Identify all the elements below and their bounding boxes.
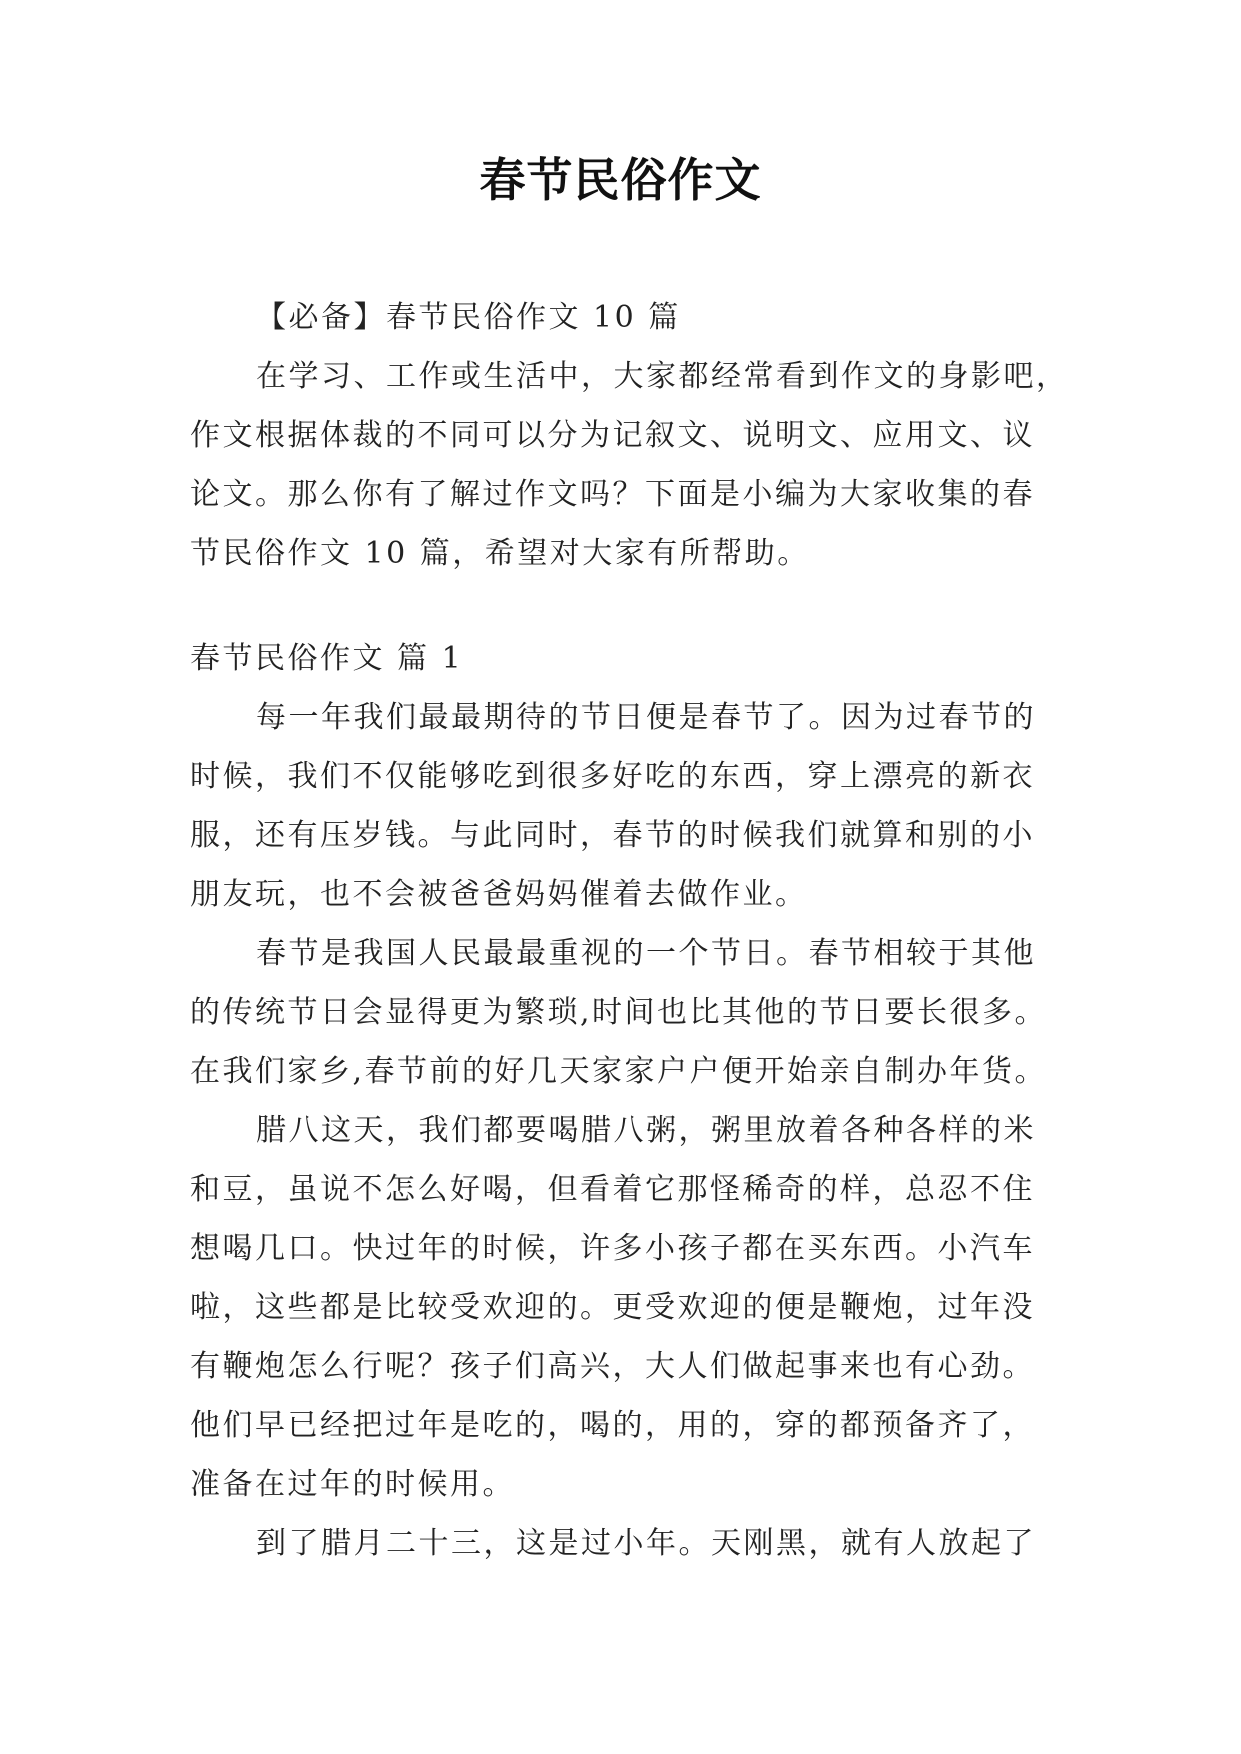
paragraph-line: 时候，我们不仅能够吃到很多好吃的东西，穿上漂亮的新衣	[190, 759, 1035, 794]
paragraph-line: 到了腊月二十三，这是过小年。天刚黑，就有人放起了	[256, 1526, 1036, 1561]
section-spacer	[190, 583, 1070, 629]
paragraph-line: 节民俗作文 10 篇，希望对大家有所帮助。	[190, 536, 810, 571]
paragraph-line: 朋友玩，也不会被爸爸妈妈催着去做作业。	[190, 877, 808, 912]
paragraph-line: 腊八这天，我们都要喝腊八粥，粥里放着各种各样的米	[256, 1113, 1036, 1148]
paragraph-line: 啦，这些都是比较受欢迎的。更受欢迎的便是鞭炮，过年没	[190, 1290, 1035, 1325]
paragraph-line: 在学习、工作或生活中，大家都经常看到作文的身影吧，	[256, 359, 1069, 394]
document-body	[190, 288, 1070, 1573]
paragraph-line: 每一年我们最最期待的节日便是春节了。因为过春节的	[256, 700, 1036, 735]
section-heading: 春节民俗作文 篇 1	[190, 641, 464, 676]
paragraph-line: 在我们家乡,春节前的好几天家家户户便开始亲自制办年货。	[190, 1054, 1048, 1089]
paragraph-line: 他们早已经把过年是吃的，喝的，用的，穿的都预备齐了，	[190, 1408, 1035, 1443]
section-paragraph-1	[190, 688, 1070, 924]
section-paragraph-3	[190, 1101, 1070, 1514]
paragraph-line: 论文。那么你有了解过作文吗？下面是小编为大家收集的春	[190, 477, 1035, 512]
paragraph-line: 想喝几口。快过年的时候，许多小孩子都在买东西。小汽车	[190, 1231, 1035, 1266]
paragraph-line: 服，还有压岁钱。与此同时，春节的时候我们就算和别的小	[190, 818, 1035, 853]
paragraph-line: 准备在过年的时候用。	[190, 1467, 515, 1502]
section-paragraph-2	[190, 924, 1070, 1101]
paragraph-line: 作文根据体裁的不同可以分为记叙文、说明文、应用文、议	[190, 418, 1035, 453]
paragraph-line: 和豆，虽说不怎么好喝，但看着它那怪稀奇的样，总忍不住	[190, 1172, 1035, 1207]
paragraph-line: 有鞭炮怎么行呢？孩子们高兴，大人们做起事来也有心劲。	[190, 1349, 1035, 1384]
paragraph-line: 春节是我国人民最最重视的一个节日。春节相较于其他	[256, 936, 1036, 971]
paragraph-line: 的传统节日会显得更为繁琐,时间也比其他的节日要长很多。	[190, 995, 1048, 1030]
intro-paragraph	[190, 347, 1070, 583]
document-title: 春节民俗作文	[479, 153, 762, 207]
section-paragraph-4	[190, 1514, 1070, 1573]
intro-heading: 【必备】春节民俗作文 10 篇	[256, 300, 681, 335]
